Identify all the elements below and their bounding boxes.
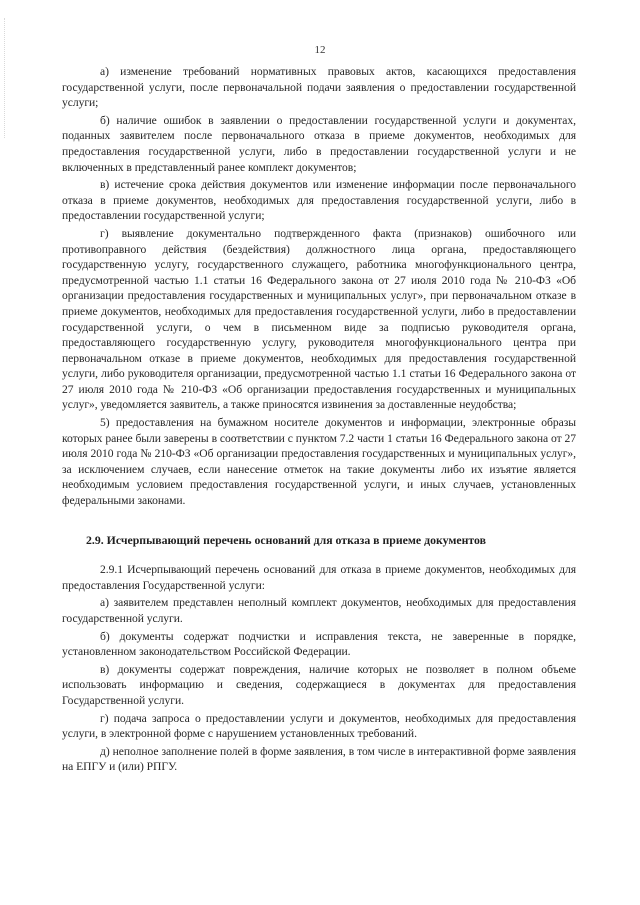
paragraph-item-v: в) истечение срока действия документов или изменение информации после первоначального отказа в приеме документов, необходимых для предоставления государственной услуги, либо в предоставлении государственной услуги; — [62, 178, 576, 223]
paragraph-item-5: 5) предоставления на бумажном носителе документов и информации, электронные образы которых ранее были заверены в соответствии с пунктом 7.2 части 1 статьи 16 Федерального закона от 27 июля 2010 года № 210-ФЗ «Об организации предоставления государственных и муниципальных услуг», за исключением случаев, если нанесение отметок на такие документы либо их изъятие является необходимым условием предоставления государственной услуги, и иных случаев, установленных федеральными законами. — [62, 416, 576, 508]
paragraph-item-a: а) изменение требований нормативных правовых актов, касающихся предоставления государственной услуги, после первоначальной подачи заявления о предоставлении государственной услуги; — [62, 65, 576, 110]
margin-mark — [4, 18, 7, 138]
page-number: 12 — [314, 44, 326, 56]
paragraph-reason-b: б) документы содержат подчистки и исправления текста, не заверенные в порядке, установленном законодательством Российской Федерации. — [62, 629, 576, 659]
paragraph-reason-a: а) заявителем представлен неполный комплект документов, необходимых для предоставления государственной услуги. — [62, 596, 576, 625]
paragraph-reason-g: г) подача запроса о предоставлении услуги и документов, необходимых для предоставления услуги, в электронной форме с нарушением установленных требований. — [62, 711, 576, 741]
paragraph-2-9-1: 2.9.1 Исчерпывающий перечень оснований для отказа в приеме документов, необходимых для предоставления Государственной услуги: — [62, 563, 576, 592]
paragraph-item-g: г) выявление документально подтвержденного факта (признаков) ошибочного или противоправного действия (бездействия) должностного лица органа, предоставляющего государственную услугу, государственного служащего, работника многофункционального центра, предусмотренной частью 1.1 статьи 16 Федерального закона от 27 июля 2010 года № 210-ФЗ «Об организации предоставления государственных и муниципальных услуг», при первоначальном отказе в приеме документов, необходимых для предоставления государственной услуги, либо в предоставлении государственной услуги, о чем в письменном виде за подписью руководителя органа, предоставляющего государственную услугу, руководителя многофункционального центра при первоначальном отказе в приеме документов, необходимых для предоставления государственной услуги, либо руководителя организации, предусмотренной частью 1.1 статьи 16 Федерального закона от 27 июля 2010 года № 210-ФЗ «Об организации предоставления государственных и муниципальных услуг», уведомляется заявитель, а также приносятся извинения за доставленные неудобства; — [62, 226, 576, 412]
document-body — [62, 64, 576, 775]
paragraph-reason-d: д) неполное заполнение полей в форме заявления, в том числе в интерактивной форме заявления на ЕПГУ и (или) РПГУ. — [62, 744, 576, 774]
section-heading: 2.9. Исчерпывающий перечень оснований для отказа в приеме документов — [86, 532, 487, 547]
paragraph-item-b: б) наличие ошибок в заявлении о предоставлении государственной услуги и документах, поданных заявителем после первоначального отказа в приеме документов, необходимых для предоставления государственной услуги, либо в предоставлении государственной услуги и не включенных в представленный ранее комплект документов; — [62, 113, 576, 174]
paragraph-reason-v: в) документы содержат повреждения, наличие которых не позволяет в полном объеме использовать информацию и сведения, содержащиеся в документах для предоставления Государственной услуги. — [62, 662, 576, 707]
